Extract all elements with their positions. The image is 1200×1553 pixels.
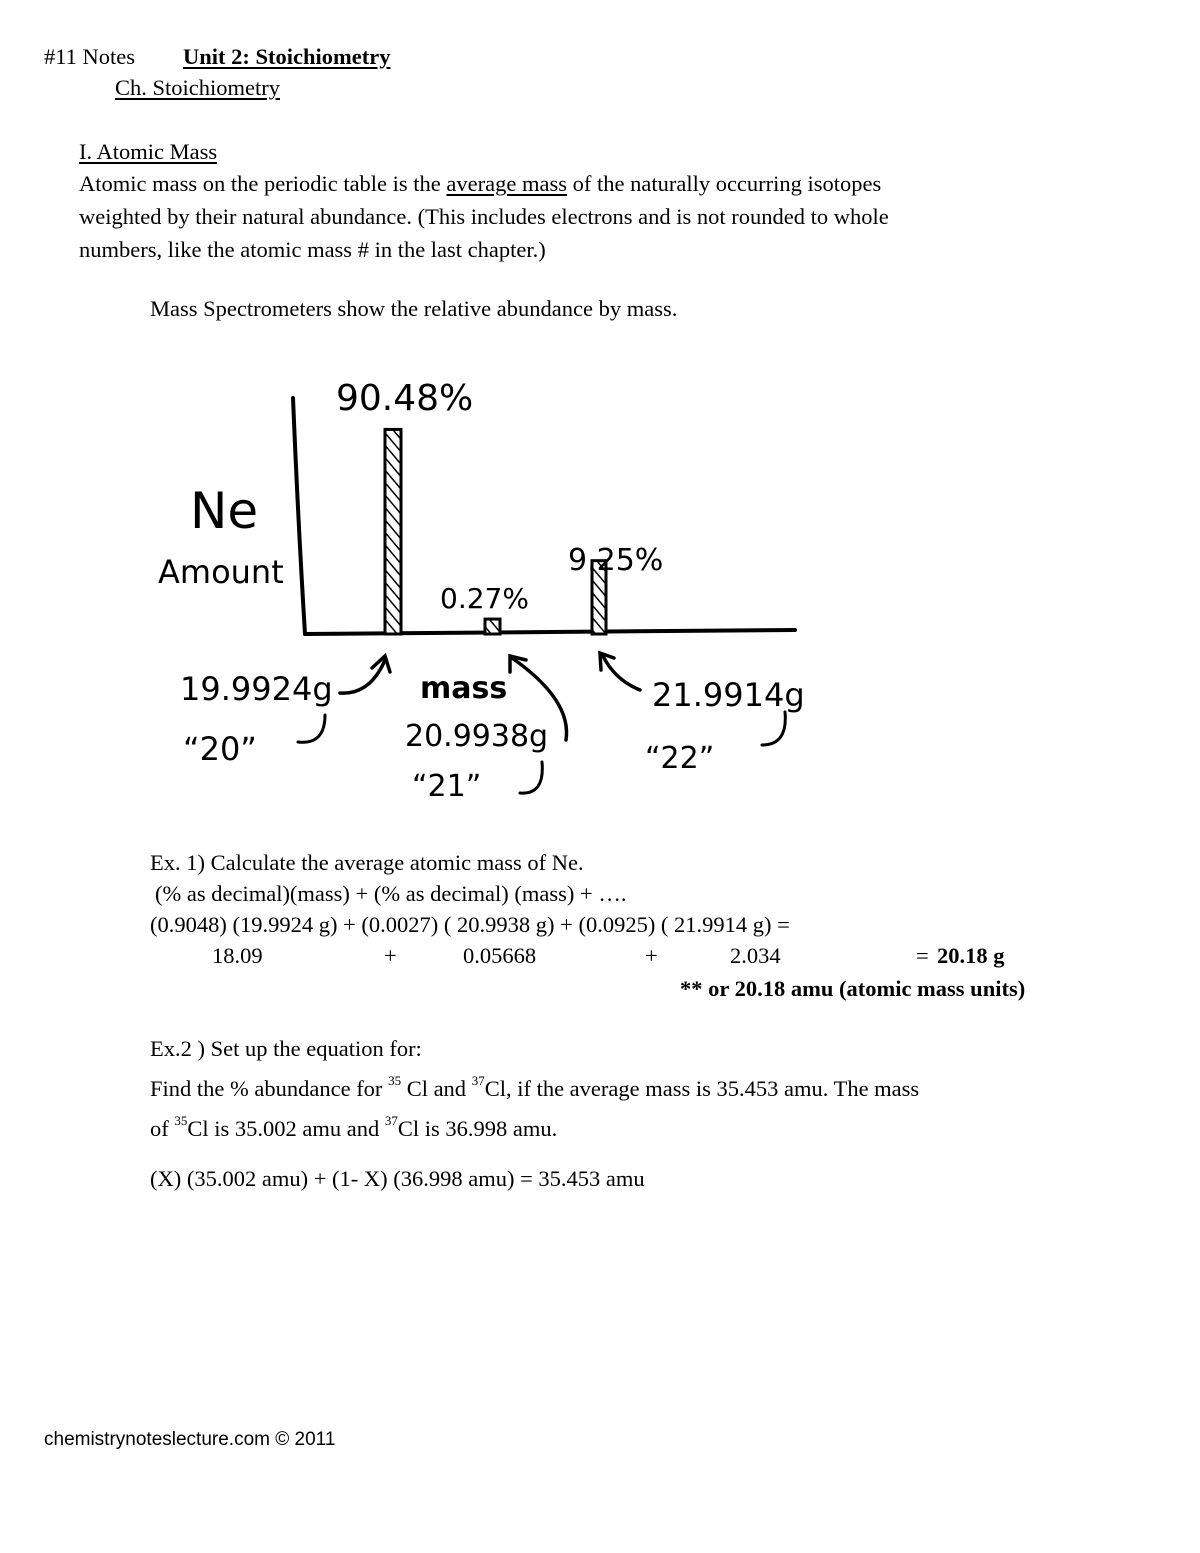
paragraph-text: Atomic mass on the periodic table is the <box>79 171 447 196</box>
example1-term-1: 18.09 <box>212 943 263 968</box>
notes-number: #11 Notes <box>44 44 136 69</box>
example2-question-line-2 <box>150 1113 558 1141</box>
nominal-label-20: “20” <box>183 730 257 768</box>
x-axis <box>305 630 795 634</box>
question-text: Cl is 36.998 amu. <box>397 1116 558 1141</box>
paragraph-text: of the naturally occurring isotopes <box>567 171 882 196</box>
example1-plus-2: + <box>645 943 658 968</box>
element-label: Ne <box>190 482 259 540</box>
example2-title: Ex.2 ) Set up the equation for: <box>150 1036 422 1061</box>
example1-formula: (% as decimal)(mass) + (% as decimal) (mass) + …. <box>155 881 627 906</box>
nominal-label-22: “22” <box>645 741 715 776</box>
example1-term-3: 2.034 <box>730 943 781 968</box>
question-text: Cl, if the average mass is 35.453 amu. The mass <box>484 1076 920 1101</box>
nominal-label-21: “21” <box>412 769 482 804</box>
example2-equation: (X) (35.002 amu) + (1- X) (36.998 amu) = 35.453 amu <box>150 1166 645 1191</box>
peak-percent-label-20: 90.48% <box>336 378 474 419</box>
hook-mark <box>298 715 325 742</box>
example1-note: ** or 20.18 amu (atomic mass units) <box>680 976 1026 1001</box>
mass-label-20: 19.9924g <box>180 670 333 708</box>
question-text: Find the % abundance for <box>150 1076 389 1101</box>
hook-mark <box>520 762 542 793</box>
example1-substitution: (0.9048) (19.9924 g) + (0.0027) ( 20.9938 g) + (0.0925) ( 21.9914 g) = <box>150 912 790 937</box>
paragraph-emphasis: average mass <box>446 171 567 196</box>
example1-equals: = <box>916 943 929 968</box>
example1-title: Ex. 1) Calculate the average atomic mass of Ne. <box>150 850 584 875</box>
isotope-mass-number: 35 <box>388 1073 402 1088</box>
hook-mark <box>762 712 785 745</box>
arrow-to-peak-22 <box>600 653 640 690</box>
peak-bar-21 <box>485 619 500 634</box>
question-text: of <box>150 1116 175 1141</box>
unit-title: Unit 2: Stoichiometry <box>183 44 391 69</box>
question-text: Cl is 35.002 amu and <box>187 1116 385 1141</box>
peak-percent-label-22: 9.25% <box>568 543 664 578</box>
y-axis-label: Amount <box>158 553 284 591</box>
footer-copyright: chemistrynoteslecture.com © 2011 <box>44 1429 336 1450</box>
chapter-title: Ch. Stoichiometry <box>115 75 280 100</box>
peak-bar-20 <box>385 429 401 634</box>
example2-question-line-1 <box>150 1073 920 1101</box>
section-heading: I. Atomic Mass <box>79 139 218 164</box>
example1-term-2: 0.05668 <box>463 943 537 968</box>
paragraph-line-3: numbers, like the atomic mass # in the last chapter.) <box>79 237 546 262</box>
example1-plus-1: + <box>384 943 397 968</box>
example1-result: 20.18 g <box>937 943 1005 968</box>
isotope-mass-number: 37 <box>384 1113 398 1128</box>
arrow-to-peak-20 <box>340 656 390 693</box>
isotope-mass-number: 37 <box>471 1073 485 1088</box>
paragraph-line-2: weighted by their natural abundance. (This includes electrons and is not rounded to whole <box>79 204 889 229</box>
question-text: Cl and <box>401 1076 472 1101</box>
isotope-mass-number: 35 <box>174 1113 188 1128</box>
mass-label-22: 21.9914g <box>652 676 805 714</box>
mass-label-21: 20.9938g <box>405 719 549 754</box>
x-axis-label: mass <box>420 671 508 706</box>
peak-percent-label-21: 0.27% <box>440 582 529 615</box>
spectrometer-note: Mass Spectrometers show the relative abundance by mass. <box>150 296 678 321</box>
y-axis <box>293 398 305 634</box>
